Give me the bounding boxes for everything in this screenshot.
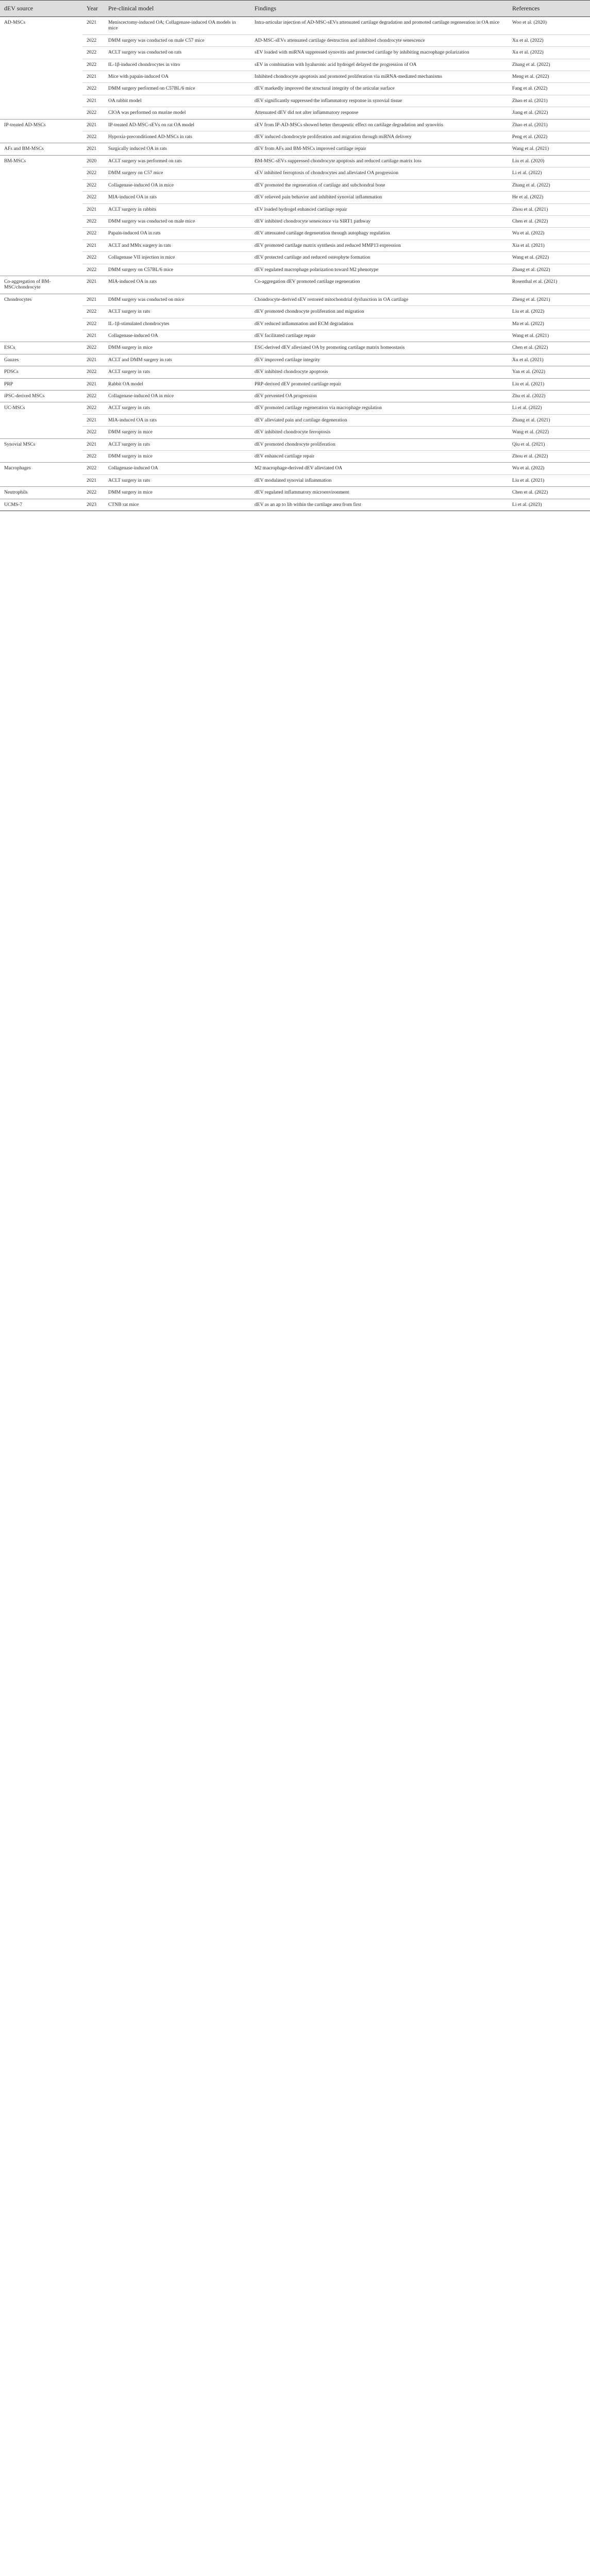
cell-year: 2021 (82, 119, 104, 131)
cell-finding: dEV prevented OA progression (250, 391, 508, 402)
cell-reference: Xu et al. (2022) (508, 47, 590, 59)
table-row (0, 276, 590, 294)
findings-table-sheet (0, 0, 590, 511)
table-row (0, 179, 590, 191)
cell-model: Collagenase-induced OA (104, 330, 250, 342)
cell-year: 2022 (82, 463, 104, 474)
cell-year: 2022 (82, 131, 104, 143)
table-row (0, 318, 590, 330)
cell-year: 2021 (82, 294, 104, 306)
cell-model: DMM surgery was conducted on male C57 mice (104, 35, 250, 46)
cell-model: DMM surgery was conducted on mice (104, 294, 250, 306)
cell-year: 2022 (82, 402, 104, 414)
table-row (0, 59, 590, 71)
cell-source: ESCs (0, 342, 82, 354)
table-row (0, 107, 590, 119)
cell-year: 2022 (82, 192, 104, 204)
cell-reference: Zhang et al. (2022) (508, 59, 590, 71)
cell-finding: dEV significantly suppressed the inflammatory response in synovial tissue (250, 95, 508, 107)
table-row (0, 167, 590, 179)
cell-source: Macrophages (0, 463, 82, 487)
table-row (0, 366, 590, 378)
cell-model: CTNB rat mice (104, 499, 250, 511)
cell-reference: Zhao et al. (2021) (508, 119, 590, 131)
cell-reference: Zhang et al. (2022) (508, 264, 590, 276)
header-source: dEV source (0, 1, 82, 17)
cell-model: Collagenase-induced OA in mice (104, 391, 250, 402)
cell-reference: Wang et al. (2021) (508, 143, 590, 155)
cell-reference: Chen et al. (2022) (508, 487, 590, 499)
cell-reference: Wu et al. (2022) (508, 463, 590, 474)
cell-year: 2022 (82, 252, 104, 264)
cell-model: DMM surgery in mice (104, 427, 250, 438)
cell-finding: dEV enhanced cartilage repair (250, 451, 508, 463)
table-row (0, 306, 590, 318)
table-row (0, 378, 590, 390)
cell-source: Gauzes (0, 354, 82, 366)
cell-reference: Li et al. (2023) (508, 499, 590, 511)
cell-source: Chondrocytes (0, 294, 82, 342)
cell-finding: dEV modulated synovial inflammation (250, 474, 508, 486)
table-row (0, 414, 590, 426)
table-row (0, 402, 590, 414)
table-row (0, 192, 590, 204)
cell-finding: Chondrocyte-derived sEV restored mitochondrial dysfunction in OA cartilage (250, 294, 508, 306)
cell-model: ACLT and DMM surgery in rats (104, 354, 250, 366)
cell-reference: Zhou et al. (2021) (508, 204, 590, 215)
cell-finding: dEV alleviated pain and cartilage degeneration (250, 414, 508, 426)
cell-reference: Peng et al. (2022) (508, 131, 590, 143)
cell-reference: Wang et al. (2022) (508, 427, 590, 438)
cell-year: 2022 (82, 35, 104, 46)
cell-model: IP-treated AD-MSC-sEVs on rat OA model (104, 119, 250, 131)
table-row (0, 294, 590, 306)
cell-source: AD-MSCs (0, 17, 82, 120)
cell-finding: sEV loaded hydrogel enhanced cartilage repair (250, 204, 508, 215)
table-row (0, 330, 590, 342)
cell-year: 2022 (82, 366, 104, 378)
cell-source: iPSC-derived MSCs (0, 391, 82, 402)
cell-model: DMM surgery on C57BL/6 mice (104, 264, 250, 276)
findings-table (0, 0, 590, 511)
header-model: Pre-clinical model (104, 1, 250, 17)
cell-model: IL-1β-stimulated chondrocytes (104, 318, 250, 330)
cell-reference: Ma et al. (2022) (508, 318, 590, 330)
cell-model: Papain-induced OA in rats (104, 228, 250, 240)
cell-finding: dEV promoted chondrocyte proliferation and migration (250, 306, 508, 318)
header-row (0, 1, 590, 17)
cell-reference: Qiu et al. (2021) (508, 438, 590, 450)
cell-reference: Fang et al. (2022) (508, 83, 590, 95)
cell-finding: Attenuated dEV did not alter inflammatory response (250, 107, 508, 119)
cell-source: UCMS-7 (0, 499, 82, 511)
cell-year: 2022 (82, 59, 104, 71)
cell-model: Mice with papain-induced OA (104, 71, 250, 83)
cell-model: ACLT surgery in rats (104, 402, 250, 414)
cell-year: 2021 (82, 143, 104, 155)
table-row (0, 35, 590, 46)
header-findings: Findings (250, 1, 508, 17)
cell-year: 2021 (82, 414, 104, 426)
cell-year: 2022 (82, 264, 104, 276)
cell-reference: Zhao et al. (2021) (508, 95, 590, 107)
cell-finding: dEV reduced inflammation and ECM degradation (250, 318, 508, 330)
cell-year: 2021 (82, 17, 104, 35)
table-row (0, 17, 590, 35)
table-row (0, 474, 590, 486)
cell-finding: dEV as an ap to lib within the cartilage area from first (250, 499, 508, 511)
cell-finding: M2 macrophage-derived dEV alleviated OA (250, 463, 508, 474)
cell-finding: BM-MSC-sEVs suppressed chondrocyte apoptosis and reduced cartilage matrix loss (250, 155, 508, 167)
table-row (0, 438, 590, 450)
cell-year: 2022 (82, 487, 104, 499)
table-row (0, 463, 590, 474)
cell-finding: dEV from AFs and BM-MSCs improved cartilage repair (250, 143, 508, 155)
cell-year: 2020 (82, 155, 104, 167)
cell-model: Collagenase-induced OA in mice (104, 179, 250, 191)
cell-reference: Xia et al. (2021) (508, 240, 590, 251)
table-row (0, 391, 590, 402)
cell-model: Meniscectomy-induced OA; Collagenase-induced OA models in mice (104, 17, 250, 35)
table-row (0, 204, 590, 215)
cell-reference: Meng et al. (2022) (508, 71, 590, 83)
cell-reference: Chen et al. (2022) (508, 215, 590, 227)
cell-reference: Xu et al. (2021) (508, 354, 590, 366)
cell-model: Hypoxia-preconditioned AD-MSCs in rats (104, 131, 250, 143)
cell-source: Co-aggregation of BM-MSC/chondrocyte (0, 276, 82, 294)
table-row (0, 215, 590, 227)
cell-finding: dEV regulated inflammatory microenvironment (250, 487, 508, 499)
cell-year: 2021 (82, 95, 104, 107)
cell-year: 2022 (82, 179, 104, 191)
cell-reference: Liu et al. (2021) (508, 378, 590, 390)
cell-year: 2022 (82, 47, 104, 59)
cell-reference: Liu et al. (2020) (508, 155, 590, 167)
table-row (0, 342, 590, 354)
cell-reference: Liu et al. (2022) (508, 306, 590, 318)
table-body (0, 17, 590, 511)
cell-finding: sEV from IP-AD-MSCs showed better therapeutic effect on cartilage degradation and synovitis (250, 119, 508, 131)
cell-finding: AD-MSC-sEVs attenuated cartilage destruction and inhibited chondrocyte senescence (250, 35, 508, 46)
cell-finding: sEV in combination with hyaluronic acid hydrogel delayed the progression of OA (250, 59, 508, 71)
cell-year: 2022 (82, 215, 104, 227)
cell-finding: ESC-derived dEV alleviated OA by promoting cartilage matrix homeostasis (250, 342, 508, 354)
cell-model: Collagenase VII injection in mice (104, 252, 250, 264)
cell-finding: dEV markedly improved the structural integrity of the articular surface (250, 83, 508, 95)
cell-year: 2022 (82, 451, 104, 463)
cell-model: CIOA was performed on murine model (104, 107, 250, 119)
cell-finding: dEV protected cartilage and reduced osteophyte formation (250, 252, 508, 264)
cell-year: 2022 (82, 83, 104, 95)
cell-reference: Jiang et al. (2022) (508, 107, 590, 119)
cell-model: DMM surgery was conducted on male mice (104, 215, 250, 227)
cell-source: BM-MSCs (0, 155, 82, 276)
cell-finding: dEV induced chondrocyte proliferation and migration through miRNA delivery (250, 131, 508, 143)
cell-source: PDSCs (0, 366, 82, 378)
cell-year: 2021 (82, 276, 104, 294)
cell-year: 2021 (82, 330, 104, 342)
cell-year: 2021 (82, 378, 104, 390)
cell-model: DMM surgery in mice (104, 487, 250, 499)
cell-finding: Inhibited chondrocyte apoptosis and promoted proliferation via miRNA-mediated mechanisms (250, 71, 508, 83)
table-row (0, 143, 590, 155)
table-header (0, 1, 590, 17)
cell-reference: Chen et al. (2022) (508, 342, 590, 354)
cell-finding: dEV promoted the regeneration of cartilage and subchondral bone (250, 179, 508, 191)
cell-reference: He et al. (2022) (508, 192, 590, 204)
cell-model: ACLT surgery in rats (104, 438, 250, 450)
cell-year: 2021 (82, 438, 104, 450)
cell-year: 2022 (82, 107, 104, 119)
cell-source: AFs and BM-MSCs (0, 143, 82, 155)
cell-model: ACLT surgery in rabbits (104, 204, 250, 215)
cell-model: DMM surgery on C57 mice (104, 167, 250, 179)
table-row (0, 155, 590, 167)
cell-finding: dEV promoted cartilage matrix synthesis and reduced MMP13 expression (250, 240, 508, 251)
cell-year: 2021 (82, 354, 104, 366)
table-row (0, 47, 590, 59)
cell-reference: Zhang et al. (2021) (508, 414, 590, 426)
cell-model: Rabbit OA model (104, 378, 250, 390)
cell-year: 2022 (82, 167, 104, 179)
cell-year: 2022 (82, 228, 104, 240)
table-row (0, 71, 590, 83)
table-row (0, 119, 590, 131)
cell-finding: dEV facilitated cartilage repair (250, 330, 508, 342)
cell-finding: Co-aggregation dEV promoted cartilage regeneration (250, 276, 508, 294)
cell-year: 2022 (82, 318, 104, 330)
cell-model: Surgically induced OA in rats (104, 143, 250, 155)
table-row (0, 264, 590, 276)
cell-year: 2023 (82, 499, 104, 511)
table-row (0, 95, 590, 107)
cell-model: ACLT surgery was performed on rats (104, 155, 250, 167)
cell-reference: Yan et al. (2022) (508, 366, 590, 378)
table-row (0, 252, 590, 264)
cell-source: IP-treated AD-MSCs (0, 119, 82, 143)
cell-year: 2022 (82, 306, 104, 318)
cell-source: Synovial MSCs (0, 438, 82, 463)
cell-model: ACLT and MMx surgery in rats (104, 240, 250, 251)
cell-finding: Intra-articular injection of AD-MSC-sEVs attenuated cartilage degradation and promoted cartilage regeneration in OA mice (250, 17, 508, 35)
cell-year: 2022 (82, 427, 104, 438)
cell-model: OA rabbit model (104, 95, 250, 107)
cell-model: Collagenase-induced OA (104, 463, 250, 474)
cell-finding: dEV improved cartilage integrity (250, 354, 508, 366)
cell-reference: Wang et al. (2022) (508, 252, 590, 264)
cell-reference: Woo et al. (2020) (508, 17, 590, 35)
cell-reference: Rosenthal et al. (2021) (508, 276, 590, 294)
cell-reference: Xu et al. (2022) (508, 35, 590, 46)
cell-reference: Zhou et al. (2022) (508, 451, 590, 463)
cell-year: 2021 (82, 474, 104, 486)
cell-reference: Li et al. (2022) (508, 402, 590, 414)
table-row (0, 427, 590, 438)
table-row (0, 499, 590, 511)
cell-reference: Zhang et al. (2022) (508, 179, 590, 191)
cell-model: MIA-induced OA in rats (104, 192, 250, 204)
table-row (0, 354, 590, 366)
header-year: Year (82, 1, 104, 17)
cell-finding: sEV loaded with miRNA suppressed synovitis and protected cartilage by inhibiting macrophage polarization (250, 47, 508, 59)
cell-model: ACLT surgery in rats (104, 474, 250, 486)
cell-reference: Liu et al. (2021) (508, 474, 590, 486)
cell-finding: dEV inhibited chondrocyte senescence via SIRT1 pathway (250, 215, 508, 227)
cell-finding: dEV regulated macrophage polarization toward M2 phenotype (250, 264, 508, 276)
cell-model: ACLT surgery in rats (104, 306, 250, 318)
cell-reference: Wu et al. (2022) (508, 228, 590, 240)
cell-year: 2022 (82, 391, 104, 402)
cell-model: DMM surgery in mice (104, 451, 250, 463)
cell-model: IL-1β-induced chondrocytes in vitro (104, 59, 250, 71)
table-row (0, 83, 590, 95)
table-row (0, 228, 590, 240)
cell-reference: Zhu et al. (2022) (508, 391, 590, 402)
table-row (0, 131, 590, 143)
cell-finding: dEV inhibited chondrocyte apoptosis (250, 366, 508, 378)
cell-year: 2021 (82, 240, 104, 251)
cell-source: Neutrophils (0, 487, 82, 499)
cell-finding: sEV inhibited ferroptosis of chondrocytes and alleviated OA progression (250, 167, 508, 179)
table-row (0, 487, 590, 499)
cell-source: PRP (0, 378, 82, 390)
cell-finding: dEV relieved pain behavior and inhibited synovial inflammation (250, 192, 508, 204)
cell-year: 2021 (82, 204, 104, 215)
table-row (0, 451, 590, 463)
cell-year: 2021 (82, 71, 104, 83)
cell-model: MIA-induced OA in rats (104, 276, 250, 294)
header-references: References (508, 1, 590, 17)
cell-model: ACLT surgery in rats (104, 366, 250, 378)
cell-year: 2022 (82, 342, 104, 354)
cell-finding: dEV promoted cartilage regeneration via macrophage regulation (250, 402, 508, 414)
table-row (0, 240, 590, 251)
cell-finding: dEV inhibited chondrocyte ferroptosis (250, 427, 508, 438)
cell-finding: dEV attenuated cartilage degeneration through autophagy regulation (250, 228, 508, 240)
cell-model: MIA-induced OA in rats (104, 414, 250, 426)
cell-reference: Li et al. (2022) (508, 167, 590, 179)
cell-finding: PRP-derived dEV promoted cartilage repair (250, 378, 508, 390)
cell-model: DMM surgery performed on C57BL/6 mice (104, 83, 250, 95)
cell-reference: Wang et al. (2021) (508, 330, 590, 342)
cell-reference: Zheng et al. (2021) (508, 294, 590, 306)
cell-model: ACLT surgery was conducted on rats (104, 47, 250, 59)
cell-model: DMM surgery in mice (104, 342, 250, 354)
cell-source: UC-MSCs (0, 402, 82, 438)
cell-finding: dEV promoted chondrocyte proliferation (250, 438, 508, 450)
